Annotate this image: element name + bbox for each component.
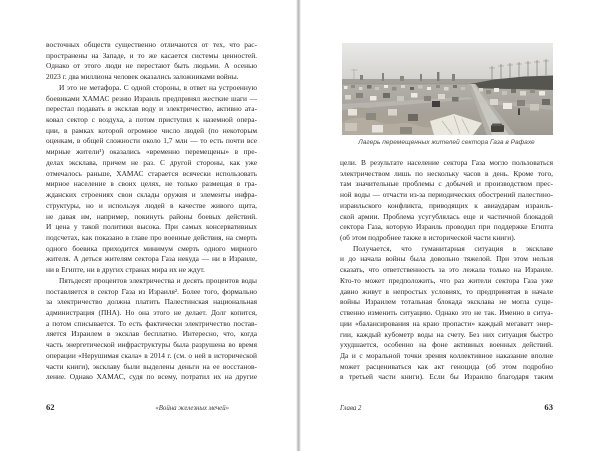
text-line: жителя. А деться жителям сектора Газа некуда — ни в Израиле,	[46, 254, 257, 264]
text-line: части книги), эксклаву были выделены деньги на ее восстанов-	[46, 361, 257, 371]
left-page-text	[46, 40, 257, 383]
running-footer-chapter: Глава 2	[340, 405, 362, 412]
text-line: ни в Египте, ни в других странах мира их не ждут.	[46, 265, 205, 275]
text-line: и до начала войны была довольно тяжелой. При этом нельзя	[340, 254, 553, 264]
running-footer-book-title: «Война железных мечей»	[155, 405, 229, 412]
text-line: не давая им, например, покинуть районы боевых действий.	[46, 211, 257, 221]
text-line: а потом списывается. То есть фактически электричество постав-	[46, 318, 257, 328]
photo-caption: Лагерь перемещенных жителей сектора Газа в Рафахе	[358, 139, 535, 146]
text-line: израильского конфликта, приводящих к авиаударам израиль-	[340, 200, 553, 210]
page-number-right: 63	[544, 402, 553, 412]
text-line: отмечалось раньше, ХАМАС старается всячески использовать	[46, 168, 257, 178]
right-page-footer	[340, 402, 553, 412]
text-line: сказать, что ответственность за это лежала только на Израиле.	[340, 265, 553, 275]
text-line: давно живут в непростых условиях, то предпринятая в начале	[340, 286, 553, 296]
text-line: делах эксклава, причем не раз. С другой стороны, как уже	[46, 157, 257, 167]
camp-photo-graphic	[342, 43, 553, 135]
text-line: ственно изменить ситуацию. Однако это не так. Именно в ситуа-	[340, 308, 553, 318]
text-line: Однако от этого люди не перестают быть людьми. А осенью	[46, 61, 257, 71]
text-line: Пятьдесят процентов электричества и десять процентов воды	[59, 275, 257, 285]
text-line: пространены на Западе, и то же касается системы ценностей.	[46, 50, 257, 60]
text-line: жданских строениях свои склады оружия и элементы инфра-	[46, 190, 257, 200]
text-line: подсчетах, как показано в главе про военные действия, на смерть	[46, 232, 257, 242]
text-line: операции «Нерушимая скала» в 2014 г. (см. о ней в исторической	[46, 350, 257, 360]
text-line: поставляется в сектор Газа из Израиля². Более того, формально	[46, 286, 257, 296]
text-line: там значительные проблемы с добычей и производством прес-	[340, 179, 553, 189]
text-line: И цена у такой политики высока. При самых консервативных	[46, 222, 257, 232]
text-line: войны Израилем тотальная блокада эксклава не могла суще-	[340, 297, 553, 307]
left-page-footer	[46, 402, 257, 412]
text-line: цели. В результате население сектора Газа могло пользоваться	[340, 158, 553, 167]
text-line: 2023 г. два миллиона человек оказались заложниками войны.	[46, 72, 239, 82]
text-line: Да и с моральной точки зрения коллективное наказание вполне	[340, 350, 553, 360]
text-line: ции «балансирования на краю пропасти» каждый мегаватт энер-	[340, 318, 553, 328]
text-line: ской армии. Проблема усугублялась еще и частичной блокадой	[340, 211, 553, 221]
text-line: ление. Однако ХАМАС, судя по всему, потратил их на другие	[46, 372, 257, 382]
text-line: Получается, что гуманитарная ситуация в эксклаве	[353, 243, 553, 253]
text-line: ковал сектор с воздуха, а потом приступил к наземной опера-	[46, 115, 257, 125]
text-line: ухудшается, особенно на фоне активных военных действий.	[340, 340, 553, 350]
text-line: боевиками ХАМАС резню Израиль предпринял жесткие шаги —	[46, 93, 257, 103]
text-line: одного боевика приходится минимум смерть одного мирного	[46, 243, 257, 253]
page-gutter-divider	[296, 0, 301, 451]
text-line: восточных обществ существенно отличаются от тех, что рас-	[46, 40, 257, 49]
text-line: администрация (ПНА). Но она этого не делает. Долг копится,	[46, 307, 257, 317]
page-number-left: 62	[46, 402, 55, 412]
text-line: И это не метафора. С одной стороны, в ответ на устроенную	[59, 82, 257, 92]
right-page-text	[340, 158, 553, 383]
text-line: гии, каждый кубометр воды на счету. Без них ситуация быстро	[340, 329, 553, 339]
text-line: (об этом подробнее также в исторической части книги).	[340, 233, 516, 243]
text-line: ции, в рамках которой огромное число людей (по некоторым	[46, 125, 257, 135]
text-line: перестал подавать в эксклав воду и электричество, активно ата-	[46, 104, 257, 114]
text-line: сектора Газа, которую Израиль проводил при поддержке Египта	[340, 222, 553, 232]
text-line: за электричество должна платить Палестинская национальная	[46, 297, 257, 307]
text-line: мирное население в своих целях, не только размещая в гра-	[46, 179, 257, 189]
text-line: электричеством лишь по нескольку часов в день. Кроме того,	[340, 168, 553, 178]
text-line: оценкам, в общей сложности около 1,7 млн — то есть почти все	[46, 136, 257, 146]
text-line: может расцениваться как акт геноцида (об этом подробно	[340, 361, 553, 371]
text-line: ной воды — отчасти из-за периодических обострений палестино-	[340, 190, 553, 200]
text-line: Кто-то может предположить, что раз жители сектора Газа уже	[340, 275, 553, 285]
text-line: часть энергетической инфраструктуры была разрушена во время	[46, 340, 257, 350]
text-line: ляется Израилем в эксклав бесплатно. Интересно, что, когда	[46, 329, 257, 339]
photo-displaced-camp	[342, 43, 553, 135]
text-line: в третьей части книги). Если бы Израилю благодаря таким	[340, 372, 553, 382]
text-line: структуры, но и используя людей в качестве живого щита,	[46, 200, 257, 210]
text-line: мирные жители¹) оказались «временно перемещены» в пре-	[46, 147, 257, 157]
